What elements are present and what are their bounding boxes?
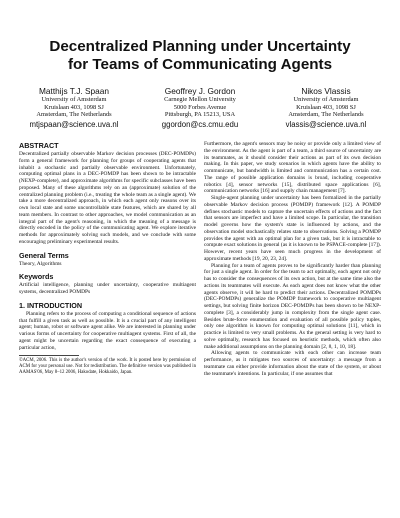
- right-column: [204, 141, 381, 377]
- general-terms-text: Theory, Algorithms: [19, 260, 62, 267]
- author-address: Kruislaan 403, 1098 SJ: [296, 103, 356, 111]
- abstract-text: Decentralized partially observable Markov decision processes (DEC-POMDPs) form a general framework for planning for groups of cooperating agents that inhabit a stochastic and partially observable environment. Unfortunately, computing optimal plans in a DEC-POMDP has been shown to be intractable (NEXP-complete), and approximate algorithms for specific subclasses have been proposed. Many of these algorithms rely on an (approximate) solution of the centralized planning problem (i.e., treating the whole team as a single agent). We take a more decentralized approach, in which each agent only reasons over its own local state and some uncontrollable state features, which are shared by all team members. In contrast to other approaches, we model communication as an integral part of the agent's reasoning, in which the meaning of a message is directly encoded in the policy of the communicating agent. We explore iterative methods for approximately solving such models, and we conclude with some encouraging preliminary experimental results.: [19, 151, 196, 245]
- author-email: mtjspaan@science.uva.nl: [29, 119, 119, 129]
- author-block: [14, 86, 386, 136]
- body-paragraph: Allowing agents to communicate with each other can increase team performance, as it mitigates two sources of uncertainty: a message from a teammate can either provide information about the state of the system, or about the teammate's intentions. In particular, if one assumes that: [204, 350, 381, 377]
- footnote-divider: [19, 355, 79, 356]
- author-city: Amsterdam, The Netherlands: [288, 111, 364, 119]
- author-3: [266, 86, 386, 130]
- author-city: Pittsburgh, PA 15213, USA: [164, 111, 236, 119]
- left-column: [19, 141, 196, 376]
- keywords-heading: Keywords: [19, 272, 54, 282]
- paper-title-line-2: for Teams of Communicating Agents: [67, 56, 333, 73]
- author-2: [140, 86, 260, 130]
- author-email: ggordon@cs.cmu.edu: [161, 119, 239, 129]
- author-affiliation: Carnegie Mellon University: [164, 96, 236, 103]
- paper-title-line-1: Decentralized Planning under Uncertainty: [49, 38, 351, 55]
- abstract-heading: ABSTRACT: [19, 141, 59, 150]
- author-email: vlassis@science.uva.nl: [285, 119, 367, 129]
- body-paragraph: Furthermore, the agent's sensors may be noisy or provide only a limited view of the environment. As the agent is part of a team, a third source of uncertainty are its teammates, as it should consider their actions as part of its own decision making. In this paper, we study scenarios in which agents have the ability to communicate, but bandwidth is limited and communication has a certain cost. The range of possible application domains is broad, including cooperative robotics [4], sensor networks [15], distributed space applications [6], communication networks [16] and supply chain management [7].: [204, 141, 381, 195]
- keywords-text: Artificial intelligence, planning under uncertainty, cooperative multiagent systems, decentralized POMDPs: [19, 282, 196, 295]
- general-terms-heading: General Terms: [19, 250, 69, 260]
- author-city: Amsterdam, The Netherlands: [36, 111, 112, 119]
- author-name: Nikos Vlassis: [301, 86, 351, 96]
- author-address: Kruislaan 403, 1098 SJ: [44, 103, 104, 111]
- author-name: Matthijs T.J. Spaan: [39, 86, 109, 96]
- introduction-heading: 1. INTRODUCTION: [19, 300, 83, 310]
- body-paragraph: Single-agent planning under uncertainty has been formalized in the partially observable Markov decision process (POMDP) framework [12]. A POMDP defines stochastic models to capture the uncertain effects of actions and the fact that sensors are imperfect and have a limited scope. In particular, the transition model governs how the system's state is influenced by actions, and the observation model stochastically relates state to observations. Solving a POMDP provides the agent with an optimal plan for a given task, but it is intractable to compute exact solutions in general (as it is known to be PSPACE-complete [17]). However, recent years have seen much progress in the development of approximate methods [19, 20, 23, 24].: [204, 195, 381, 262]
- author-name: Geoffrey J. Gordon: [164, 86, 236, 96]
- author-1: [14, 86, 134, 130]
- introduction-text: Planning refers to the process of computing a conditional sequence of actions that fulfill a given task as well as possible. It is a crucial part of any intelligent agent; human, robot or software agent alike. We are interested in planning under various forms of uncertainty for cooperative multiagent systems. First of all, the agent might be uncertain regarding the exact consequence of executing a particular action,: [19, 310, 196, 351]
- copyright-footnote: ©ACM, 2006. This is the author's version of the work. It is posted here by permission of ACM for your personal use. Not for redistribution. The definitive version was published in AAMAS'06, May 8–12 2006, Hakodate, Hokkaido, Japan.: [19, 358, 196, 375]
- body-paragraph: Planning for a team of agents proves to be significantly harder than planning for just a single agent. In order for the team to act optimally, each agent not only has to consider the consequences of its own action, but at the same time also the actions its teammates will execute. As each agent does not know what the other agents observe, it will be hard to predict their actions. Decentralized POMDPs (DEC-POMDPs) generalize the POMDP framework to cooperative multiagent settings, but solving finite horizon DEC-POMDPs has been shown to be NEXP-complete [3], a considerably jump in complexity from the single agent case. Besides brute-force enumeration and evaluation of all possible policy tuples, only one algorithm is known for computing optimal solutions [11], which in practice is limited to very small problems. As the general setting is very hard to solve optimally, research has focused on heuristic methods, which often also make additional assumptions on the planning domain [2, 8, 1, 10, 18].: [204, 262, 381, 350]
- author-affiliation: University of Amsterdam: [293, 96, 359, 103]
- author-address: 5000 Forbes Avenue: [173, 103, 227, 111]
- author-affiliation: University of Amsterdam: [41, 96, 107, 103]
